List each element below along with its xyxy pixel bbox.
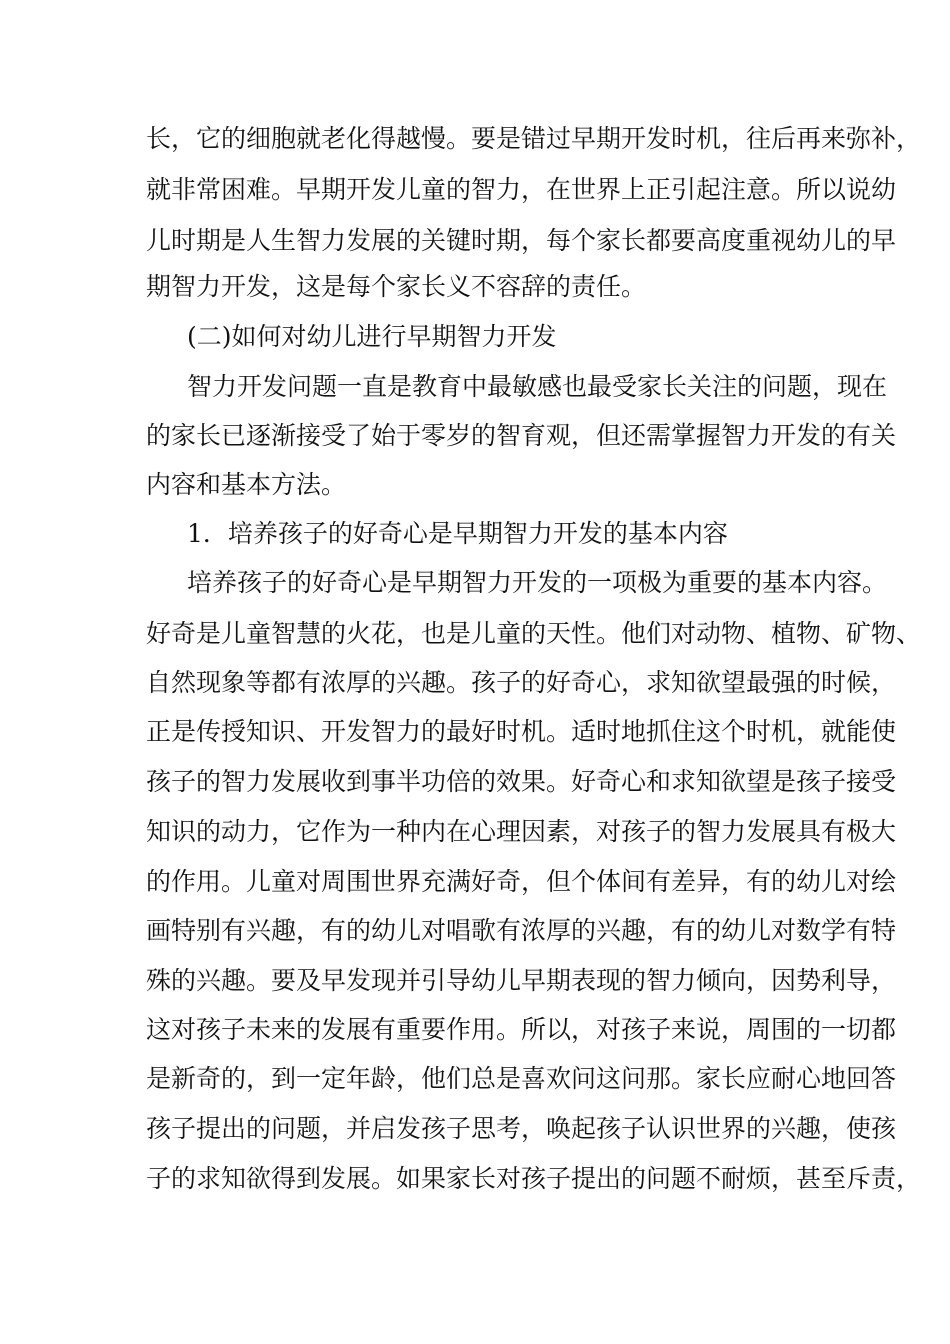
text-line: 内容和基本方法。 <box>146 470 347 499</box>
text-line: 孩子的智力发展收到事半功倍的效果。好奇心和求知欲望是孩子接受 <box>146 767 897 796</box>
text-line: 正是传授知识、开发智力的最好时机。适时地抓住这个时机，就能使 <box>146 717 897 746</box>
text-line: 子的求知欲得到发展。如果家长对孩子提出的问题不耐烦，甚至斥责， <box>146 1164 922 1193</box>
text-line: 儿时期是人生智力发展的关键时期，每个家长都要高度重视幼儿的早 <box>146 226 897 255</box>
text-line: 长，它的细胞就老化得越慢。要是错过早期开发时机，往后再来弥补， <box>146 124 922 153</box>
text-line: 的家长已逐渐接受了始于零岁的智育观，但还需掌握智力开发的有关 <box>146 421 897 450</box>
text-line: 殊的兴趣。要及早发现并引导幼儿早期表现的智力倾向，因势利导， <box>146 966 897 995</box>
text-line: 期智力开发，这是每个家长义不容辞的责任。 <box>146 272 647 301</box>
text-line: 是新奇的，到一定年龄，他们总是喜欢问这问那。家长应耐心地回答 <box>146 1064 897 1093</box>
subsection-heading-1: 1．培养孩子的好奇心是早期智力开发的基本内容 <box>187 519 728 548</box>
text-line: 这对孩子未来的发展有重要作用。所以，对孩子来说，周围的一切都 <box>146 1015 897 1044</box>
text-line: 知识的动力，它作为一种内在心理因素，对孩子的智力发展具有极大 <box>146 817 897 846</box>
text-line: 自然现象等都有浓厚的兴趣。孩子的好奇心，求知欲望最强的时候， <box>146 668 897 697</box>
text-line: 的作用。儿童对周围世界充满好奇，但个体间有差异，有的幼儿对绘 <box>146 867 897 896</box>
text-line: 画特别有兴趣，有的幼儿对唱歌有浓厚的兴趣，有的幼儿对数学有特 <box>146 916 897 945</box>
text-line: 智力开发问题一直是教育中最敏感也最受家长关注的问题，现在 <box>187 372 888 401</box>
text-line: 好奇是儿童智慧的火花，也是儿童的天性。他们对动物、植物、矿物、 <box>146 619 922 648</box>
text-line: 培养孩子的好奇心是早期智力开发的一项极为重要的基本内容。 <box>187 568 888 597</box>
text-line: 就非常困难。早期开发儿童的智力，在世界上正引起注意。所以说幼 <box>146 175 897 204</box>
section-heading-2: (二)如何对幼儿进行早期智力开发 <box>187 322 557 351</box>
text-line: 孩子提出的问题，并启发孩子思考，唤起孩子认识世界的兴趣，使孩 <box>146 1114 897 1143</box>
